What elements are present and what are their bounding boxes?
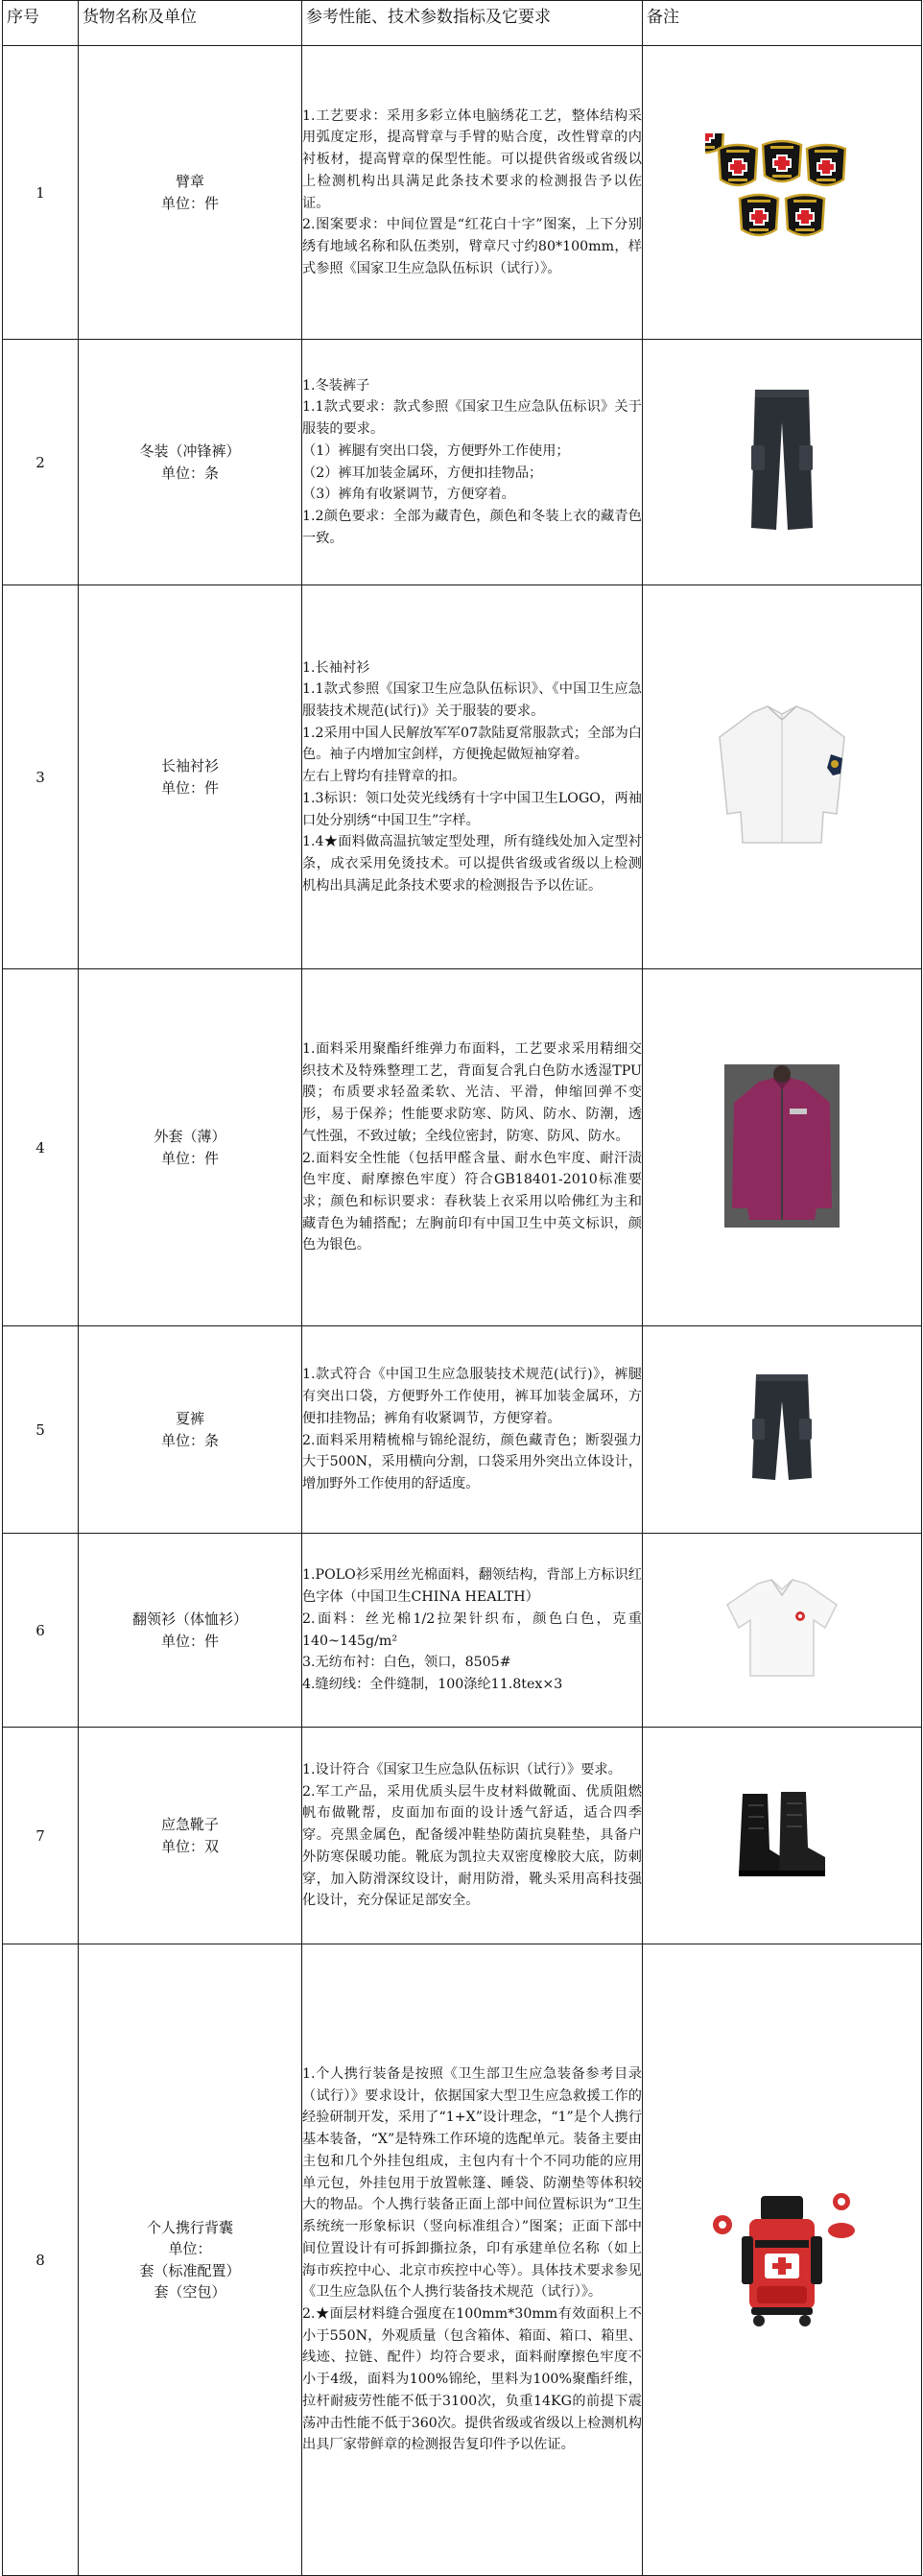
magenta-jacket-image — [724, 1064, 840, 1228]
spec-paragraph: 2.面料安全性能（包括甲醛含量、耐水色牢度、耐汗渍色牢度、耐摩擦色牢度）符合GB18401-2010标准要求；颜色和标识要求：春秋装上衣采用以哈佛红为主和藏青色为辅搭配；左胸前印有中国卫生中英文标识，颜色为银色。 — [302, 1150, 642, 1253]
row-number: 1 — [3, 46, 79, 340]
spec-paragraph: 1.工艺要求：采用多彩立体电脑绣花工艺，整体结构采用弧度定形，提高臂章与手臂的贴合度，改性臂章的内衬板材，提高臂章的保型性能。可以提供省级或省级以上检测机构出具满足此条技术要求的检测报告予以佐证。 — [302, 107, 642, 211]
spec-paragraph: 1.冬装裤子 — [302, 377, 370, 394]
item-name: 冬装（冲锋裤） — [139, 442, 241, 460]
item-unit-standard: 套（标准配置） — [139, 2261, 241, 2279]
spec-paragraph: 1.3标识：领口处荧光线绣有十字中国卫生LOGO，两袖口处分别绣“中国卫生”字样。 — [302, 790, 642, 828]
header-spec: 参考性能、技术参数指标及它要求 — [302, 1, 643, 46]
table-row — [3, 46, 922, 340]
item-unit: 单位：件 — [160, 1149, 219, 1167]
spec-paragraph: 1.面料采用聚酯纤维弹力布面料，工艺要求采用精细交织技术及特殊整理工艺，背面复合乳白色防水透湿TPU膜；布质要求轻盈柔软、光洁、平滑，伸缩回弹不变形，易于保养；性能要求防寒、防风、防水、防潮，透气性强，不致过敏；全线位密封，防寒、防风、防水。 — [302, 1040, 642, 1144]
spec-paragraph: 1.2采用中国人民解放军军07款陆夏常服款式；全部为白色。袖子内增加宝剑样，方便挽起做短袖穿着。 — [302, 725, 642, 763]
dark-pants-image — [734, 384, 830, 537]
spec-paragraph: 2.图案要求：中间位置是“红花白十字”图案，上下分别绣有地域名称和队伍类别，臂章尺寸约80*100mm，样式参照《国家卫生应急队伍标识（试行）》。 — [302, 217, 642, 276]
header-row — [3, 1, 922, 46]
item-name-cell — [79, 585, 302, 969]
table-row — [3, 969, 922, 1326]
note-cell — [643, 340, 922, 585]
spec-paragraph: 1.款式符合《中国卫生应急服装技术规范(试行)》，裤腿有突出口袋，方便野外工作使用，裤耳加装金属环，方便扣挂物品；裤角有收紧调节，方便穿着。 — [302, 1367, 642, 1426]
item-name: 外套（薄） — [154, 1128, 226, 1145]
item-name: 臂章 — [175, 173, 204, 190]
item-name-cell — [79, 1326, 302, 1534]
table-row — [3, 1326, 922, 1534]
spec-paragraph: （3）裤角有收紧调节，方便穿着。 — [302, 487, 515, 503]
row-number: 5 — [3, 1326, 79, 1534]
spec-cell — [302, 1534, 643, 1728]
item-name-cell — [79, 1728, 302, 1944]
item-name-cell — [79, 1534, 302, 1728]
red-backpack-set-image — [705, 2186, 859, 2330]
table-row — [3, 340, 922, 585]
spec-cell — [302, 340, 643, 585]
row-number: 3 — [3, 585, 79, 969]
note-cell — [643, 1944, 922, 2576]
table-row — [3, 585, 922, 969]
spec-cell — [302, 969, 643, 1326]
spec-paragraph: 1.长袖衬衫 — [302, 659, 370, 676]
spec-paragraph: 4.缝纫线：全件缝制，100涤纶11.8tex×3 — [302, 1676, 563, 1692]
spec-paragraph: 1.1款式参照《国家卫生应急队伍标识》、《中国卫生应急服装技术规范(试行)》关于服装的要求。 — [302, 681, 642, 719]
note-cell — [643, 1728, 922, 1944]
item-name-cell — [79, 46, 302, 340]
table-row — [3, 1944, 922, 2576]
spec-paragraph: 1.个人携行装备是按照《卫生部卫生应急装备参考目录（试行）》要求设计，依据国家大型卫生应急救援工作的经验研制开发，采用了“1+X”设计理念，“1”是个人携行基本装备，“X”是特殊工作环境的选配单元。装备主要由主包和几个外挂包组成，主包内有十个不同功能的应用单元包，外挂包用于放置帐篷、睡袋、防潮垫等体积较大的物品。个人携行装备正面上部中间位置标识为“卫生系统统一形象标识（竖向标准组合）”图案；正面下部中间位置设计有可拆卸撕拉条，印有承建单位名称（如上海市疾控中心、北京市疾控中心等）。具体技术要求参见《卫生应急队伍个人携行装备技术规范（试行）》。 — [302, 2066, 642, 2301]
spec-paragraph: （2）裤耳加装金属环，方便扣挂物品； — [302, 465, 543, 481]
item-unit: 单位：条 — [160, 464, 219, 482]
spec-cell — [302, 1326, 643, 1534]
item-name: 应急靴子 — [160, 1816, 219, 1833]
item-unit: 单位：件 — [160, 1632, 219, 1650]
table-row — [3, 1728, 922, 1944]
table-row — [3, 1534, 922, 1728]
item-name: 翻领衫（体恤衫） — [131, 1610, 248, 1628]
spec-paragraph: 1.4★面料做高温抗皱定型处理，所有缝线处加入定型衬条，成衣采用免烫技术。可以提供省级或省级以上检测机构出具满足此条技术要求的检测报告予以佐证。 — [302, 834, 642, 894]
item-unit: 单位：条 — [160, 1431, 219, 1449]
spec-paragraph: 1.设计符合《国家卫生应急队伍标识（试行）》要求。 — [302, 1761, 622, 1777]
spec-paragraph: 1.2颜色要求：全部为藏青色，颜色和冬装上衣的藏青色一致。 — [302, 508, 642, 546]
item-unit: 单位：件 — [160, 778, 219, 797]
spec-paragraph: 左右上臂均有挂臂章的扣。 — [302, 769, 466, 785]
spec-cell — [302, 1944, 643, 2576]
polo-shirt-image — [720, 1576, 844, 1682]
item-name-cell — [79, 1944, 302, 2576]
item-name-cell — [79, 969, 302, 1326]
spec-cell — [302, 585, 643, 969]
row-number: 8 — [3, 1944, 79, 2576]
note-cell — [643, 1326, 922, 1534]
header-note: 备注 — [643, 1, 922, 46]
spec-cell — [302, 1728, 643, 1944]
item-name-cell — [79, 340, 302, 585]
spec-paragraph: 1.1款式要求：款式参照《国家卫生应急队伍标识》关于服装的要求。 — [302, 399, 642, 438]
row-number: 2 — [3, 340, 79, 585]
row-number: 4 — [3, 969, 79, 1326]
item-unit: 单位：双 — [160, 1837, 219, 1855]
header-name: 货物名称及单位 — [79, 1, 302, 46]
item-unit: 单位：件 — [160, 194, 219, 212]
spec-paragraph: 3.无纺布衬：白色，领口，8505# — [302, 1655, 511, 1671]
item-name: 长袖衬衫 — [160, 757, 219, 775]
spec-cell — [302, 46, 643, 340]
summer-pants-image — [739, 1371, 825, 1486]
white-shirt-image — [710, 699, 854, 852]
item-name: 个人携行背囊 — [146, 2218, 233, 2236]
spec-paragraph: （1）裤腿有突出口袋，方便野外工作使用； — [302, 442, 570, 459]
row-number: 7 — [3, 1728, 79, 1944]
black-boots-image — [729, 1786, 835, 1882]
item-unit: 单位： — [168, 2240, 212, 2257]
spec-table — [2, 0, 922, 2576]
note-cell — [643, 969, 922, 1326]
item-unit-empty: 套（空包） — [154, 2283, 226, 2301]
spec-paragraph: 2.面料：丝光棉1/2拉架针织布，颜色白色，克重140~145g/m² — [302, 1610, 642, 1649]
row-number: 6 — [3, 1534, 79, 1728]
spec-paragraph: 1.POLO衫采用丝光棉面料，翻领结构，背部上方标识红色字体（中国卫生CHINA HEALTH） — [302, 1567, 642, 1606]
item-name: 夏裤 — [175, 1410, 204, 1427]
armband-badges-image — [705, 133, 859, 249]
note-cell — [643, 1534, 922, 1728]
spec-paragraph: 2.★面层材料缝合强度在100mm*30mm有效面积上不小于550N，外观质量（包含箱体、箱面、箱口、箱里、线迹、拉链、配件）均符合要求，面料耐摩擦色牢度不小于4级，面料为100%锦纶，里料为100%聚酯纤维，拉杆耐疲劳性能不低于3100次，负重14KG的前提下震荡冲击性能不低于360次。提供省级或省级以上检测机构出具厂家带鲜章的检测报告复印件予以佐证。 — [302, 2305, 642, 2453]
note-cell — [643, 585, 922, 969]
spec-paragraph: 2.面料采用精梳棉与锦纶混纺，颜色藏青色；断裂强力大于500N，采用横向分割，口袋采用外突出立体设计，增加野外工作使用的舒适度。 — [302, 1432, 642, 1491]
note-cell — [643, 46, 922, 340]
spec-paragraph: 2.军工产品，采用优质头层牛皮材料做靴面、优质阻燃帆布做靴帮，皮面加布面的设计透气舒适，适合四季穿。亮黑金属色，配备缓冲鞋垫防菌抗臭鞋垫，具备户外防寒保暖功能。靴底为凯拉夫双密度橡胶大底，防刺穿，加入防滑深纹设计，耐用防滑，靴头采用高科技强化设计，充分保证足部安全。 — [302, 1783, 642, 1909]
header-no: 序号 — [3, 1, 79, 46]
